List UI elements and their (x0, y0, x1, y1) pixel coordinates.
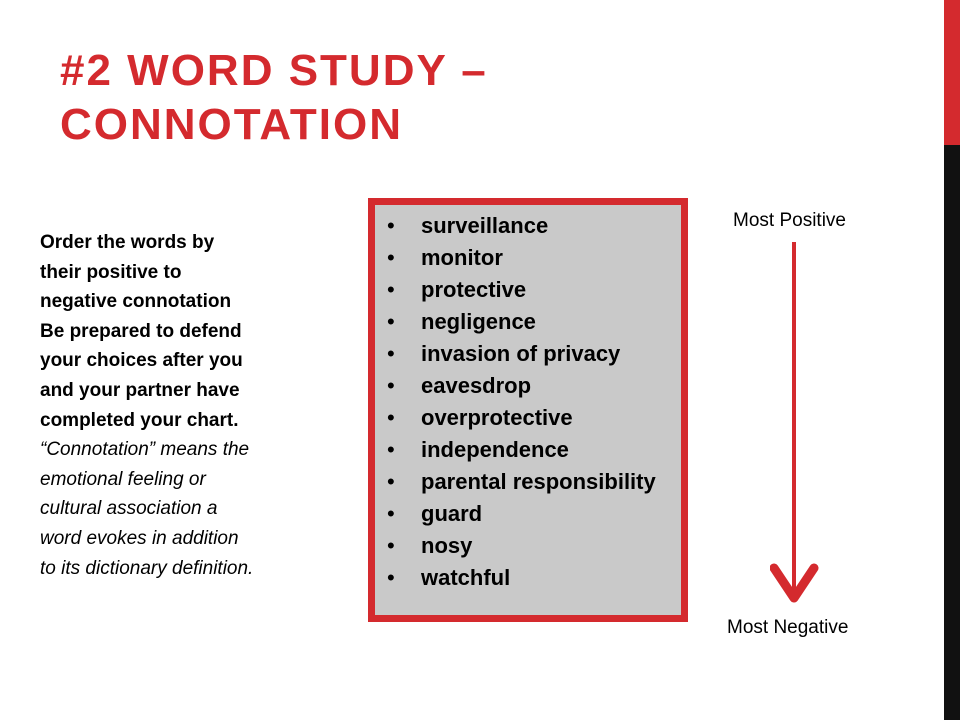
word-item (381, 562, 681, 594)
bullet-icon: • (387, 373, 395, 398)
instruction-line: your choices after you (40, 350, 243, 372)
definition-line: emotional feeling or (40, 468, 206, 490)
word-item (381, 498, 681, 530)
side-accent-bar-black (944, 145, 960, 720)
bullet-icon: • (387, 309, 395, 334)
instruction-line: completed your chart. (40, 409, 239, 431)
word-label: parental responsibility (421, 469, 656, 494)
word-label: nosy (421, 533, 473, 558)
word-item (381, 210, 681, 242)
side-accent-bar-red (944, 0, 960, 145)
word-label: guard (421, 501, 483, 526)
word-list (381, 210, 681, 594)
word-item (381, 306, 681, 338)
slide-title-line-2: CONNOTATION (60, 100, 403, 149)
instruction-line: and your partner have (40, 379, 240, 401)
bullet-icon: • (387, 213, 395, 238)
word-label: surveillance (421, 213, 549, 238)
bullet-icon: • (387, 437, 395, 462)
instruction-line: their positive to (40, 261, 182, 283)
most-positive-label: Most Positive (733, 210, 846, 231)
bullet-icon: • (387, 277, 395, 302)
word-list-box (368, 198, 688, 622)
word-item (381, 402, 681, 434)
word-item (381, 530, 681, 562)
instruction-line: negative connotation (40, 291, 232, 313)
definition-line: to its dictionary definition. (40, 557, 254, 579)
bullet-icon: • (387, 469, 395, 494)
word-label: invasion of privacy (421, 341, 621, 366)
definition-line: word evokes in addition (40, 527, 239, 549)
word-label: monitor (421, 245, 503, 270)
word-label: protective (421, 277, 527, 302)
word-item (381, 274, 681, 306)
bullet-icon: • (387, 533, 395, 558)
word-label: watchful (421, 565, 511, 590)
word-label: independence (421, 437, 569, 462)
word-item (381, 370, 681, 402)
word-label: negligence (421, 309, 536, 334)
down-arrow-icon (770, 242, 820, 606)
slide-title-line-1: #2 WORD STUDY – (60, 46, 488, 95)
word-item (381, 466, 681, 498)
word-label: eavesdrop (421, 373, 532, 398)
instructions-text (40, 228, 336, 583)
slide-title (60, 44, 860, 152)
bullet-icon: • (387, 245, 395, 270)
bullet-icon: • (387, 405, 395, 430)
instruction-line: Order the words by (40, 232, 215, 253)
word-item (381, 338, 681, 370)
bullet-icon: • (387, 501, 395, 526)
word-label: overprotective (421, 405, 573, 430)
definition-line: cultural association a (40, 498, 218, 520)
most-negative-label: Most Negative (727, 617, 849, 638)
word-item (381, 434, 681, 466)
instruction-line: Be prepared to defend (40, 320, 242, 342)
bullet-icon: • (387, 341, 395, 366)
bullet-icon: • (387, 565, 395, 590)
definition-line: “Connotation” means the (40, 439, 250, 461)
word-item (381, 242, 681, 274)
